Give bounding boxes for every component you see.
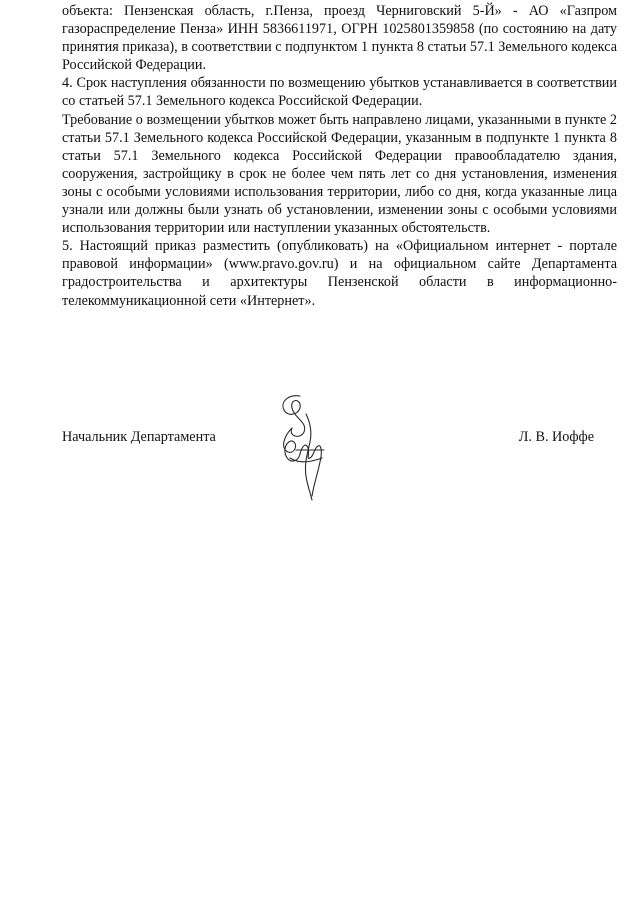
signatory-position: Начальник Департамента [62, 429, 216, 445]
signatory-name: Л. В. Иоффе [518, 429, 594, 445]
paragraph-item-4: 4. Срок наступления обязанности по возмещению убытков устанавливается в соответствии со статьей 57.1 Земельного кодекса Российской Федерации. [62, 75, 617, 110]
paragraph-damages-claim: Требование о возмещении убытков может быть направлено лицами, указанными в пункте 2 статьи 57.1 Земельного кодекса Российской Федерации, указанным в подпункте 1 пункта 8 статьи 57.1 Земельного кодекса Российской Федерации правообладателю здания, сооружения, застройщику в срок не более чем пять лет со дня установления, изменения зоны с особыми условиями использования территории, либо со дня, когда указанные лица узнали или должны были узнать об установлении, изменении зоны с особыми условиями использования территории или наступлении указанных обстоятельств. [62, 111, 617, 237]
handwritten-signature [262, 392, 342, 504]
document-body [62, 2, 617, 310]
paragraph-item-5: 5. Настоящий приказ разместить (опубликовать) на «Официальном интернет - портале правовой информации» (www.pravo.gov.ru) и на официальном сайте Департамента градостроительства и архитектуры Пензенской области в информационно-телекоммуникационной сети «Интернет». [62, 238, 617, 309]
paragraph-object-description: объекта: Пензенская область, г.Пенза, проезд Черниговский 5-Й» - АО «Газпром газораспределение Пенза» ИНН 5836611971, ОГРН 1025801359858 (по состоянию на дату принятия приказа), в соответствии с подпунктом 1 пункта 8 статьи 57.1 Земельного кодекса Российской Федерации. [62, 3, 617, 74]
